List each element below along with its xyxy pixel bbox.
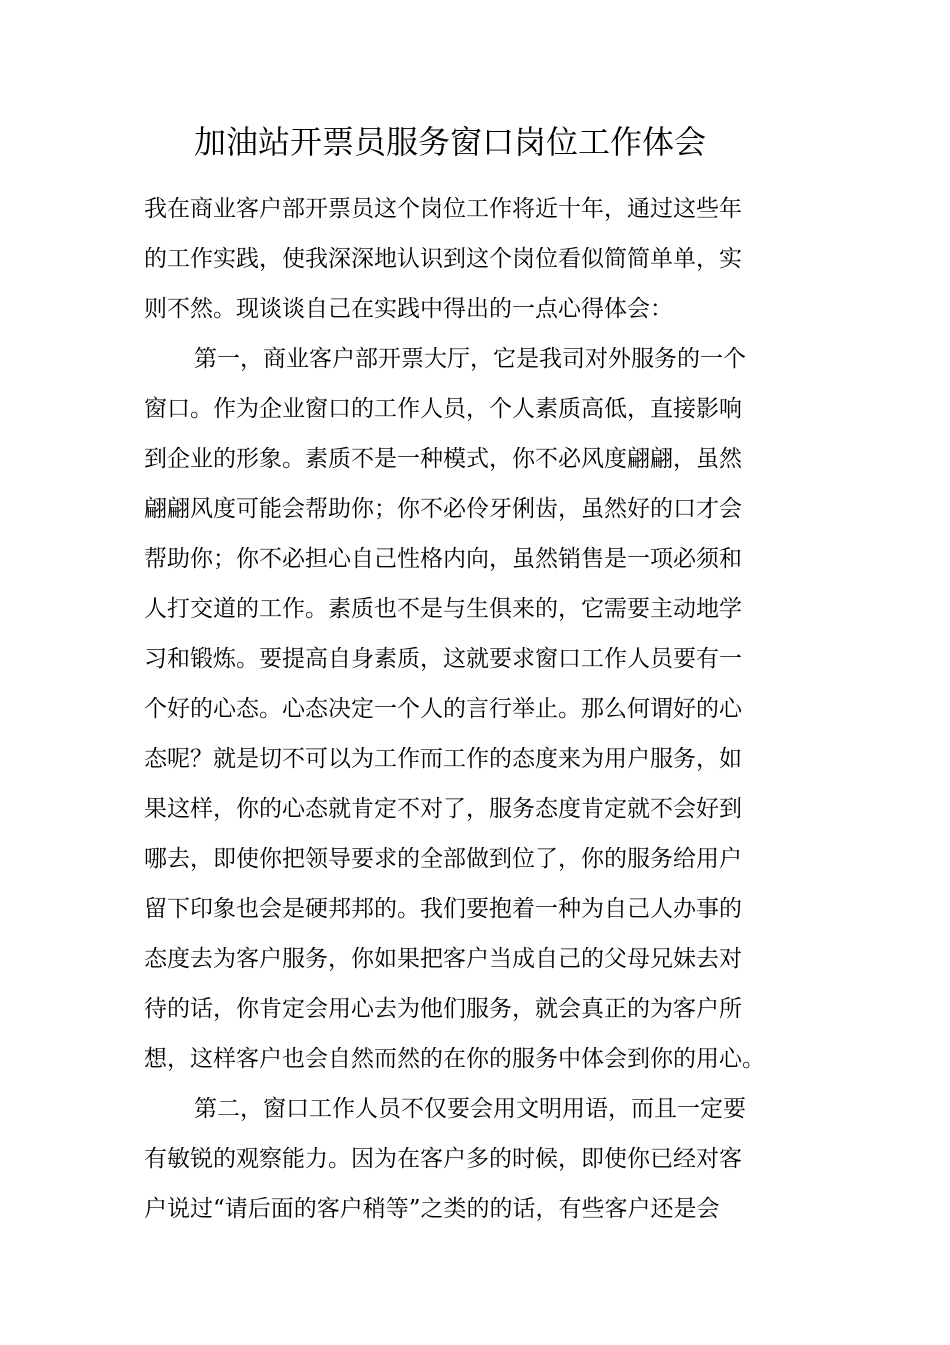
text-line: 则不然。现谈谈自己在实践中得出的一点心得体会： bbox=[144, 296, 673, 322]
text-line: 帮助你；你不必担心自己性格内向，虽然销售是一项必须和 bbox=[144, 546, 742, 572]
text-line: 窗口。作为企业窗口的工作人员，个人素质高低，直接影响 bbox=[144, 396, 742, 422]
paragraph-first-line: 第一，商业客户部开票大厅，它是我司对外服务的一个 bbox=[194, 346, 746, 372]
text-line: 我在商业客户部开票员这个岗位工作将近十年，通过这些年 bbox=[144, 196, 742, 222]
text-line: 想，这样客户也会自然而然的在你的服务中体会到你的用心。 bbox=[144, 1046, 765, 1072]
paragraph-first-line: 第二，窗口工作人员不仅要会用文明用语，而且一定要 bbox=[194, 1096, 746, 1122]
text-line: 态呢？就是切不可以为工作而工作的态度来为用户服务，如 bbox=[144, 746, 742, 772]
text-line: 习和锻炼。要提高自身素质，这就要求窗口工作人员要有一 bbox=[144, 646, 742, 672]
text-line: 个好的心态。心态决定一个人的言行举止。那么何谓好的心 bbox=[144, 696, 742, 722]
text-line: 态度去为客户服务，你如果把客户当成自己的父母兄妹去对 bbox=[144, 946, 742, 972]
text-line: 人打交道的工作。素质也不是与生俱来的，它需要主动地学 bbox=[144, 596, 742, 622]
text-line: 翩翩风度可能会帮助你；你不必伶牙俐齿，虽然好的口才会 bbox=[144, 496, 742, 522]
document-body bbox=[144, 184, 764, 1234]
text-line: 到企业的形象。素质不是一种模式，你不必风度翩翩，虽然 bbox=[144, 446, 742, 472]
text-line: 待的话，你肯定会用心去为他们服务，就会真正的为客户所 bbox=[144, 996, 742, 1022]
text-line: 留下印象也会是硬邦邦的。我们要抱着一种为自己人办事的 bbox=[144, 896, 742, 922]
text-line: 有敏锐的观察能力。因为在客户多的时候，即使你已经对客 bbox=[144, 1146, 742, 1172]
text-line: 哪去，即使你把领导要求的全部做到位了，你的服务给用户 bbox=[144, 846, 742, 872]
text-line: 户说过“请后面的客户稍等”之类的的话，有些客户还是会 bbox=[144, 1196, 720, 1222]
document-title: 加油站开票员服务窗口岗位工作体会 bbox=[193, 123, 706, 161]
text-line: 的工作实践，使我深深地认识到这个岗位看似简简单单，实 bbox=[144, 246, 742, 272]
text-line: 果这样，你的心态就肯定不对了，服务态度肯定就不会好到 bbox=[144, 796, 742, 822]
